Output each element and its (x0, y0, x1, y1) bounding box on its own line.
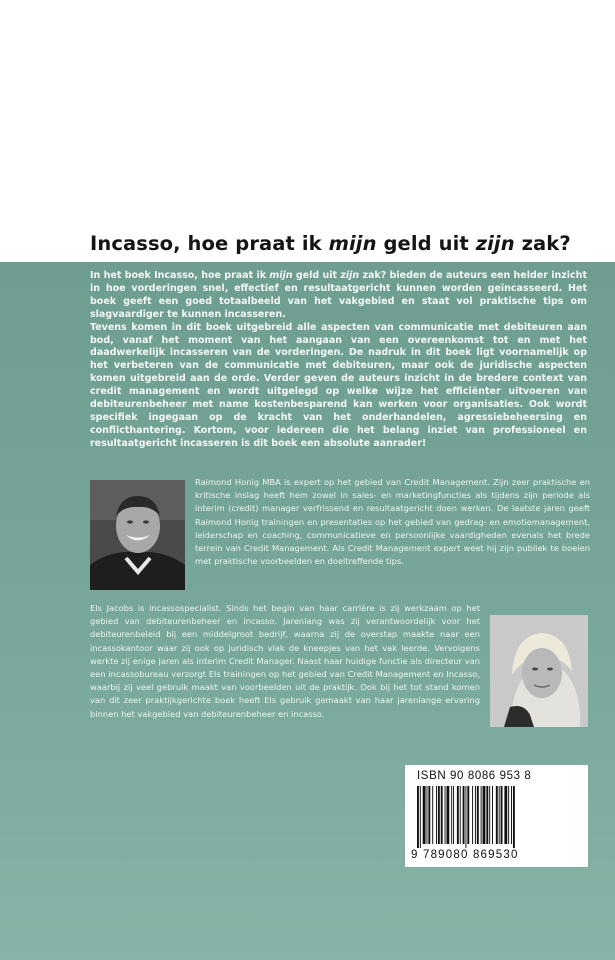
barcode-bar (489, 786, 490, 844)
barcode-bar (511, 786, 512, 844)
author-photo-els (490, 615, 588, 727)
barcode-bar (499, 786, 500, 844)
barcode-bar (438, 786, 440, 844)
barcode-bar (486, 786, 488, 844)
barcode-bar (441, 786, 443, 844)
author-bio-els: Els Jacobs is incassospecialist. Sinds het begin van haar carrière is zij werkzaam op het gebied van debiteurenbeheer en incasso. Jarenlang was zij verantwoordelijk voor het debiteurenbeleid bij een middelgroot bedrijf, waarna zij de overstap maakte naar een incassokantoor waar zij ook op juridisch vlak de kneepjes van het vak leerde. Vervolgens werkte zij enige jaren als interim Credit Manager. Naast haar huidige functie als directeur van een incassobureau verzorgt Els trainingen op het gebied van Credit Management en Incasso, waarbij zij veel gebruik maakt van voorbeelden uit de praktijk. Ook bij het tot stand komen van dit zeer praktijkgerichte boek heeft Els gebruik gemaakt van haar jarenlange ervaring binnen het vakgebied van debiteurenbeheer en incasso. (90, 603, 480, 719)
barcode-bar (496, 786, 498, 844)
barcode-bar (446, 786, 449, 844)
barcode-bar (451, 786, 452, 844)
barcode-bar (513, 786, 515, 848)
barcode-bar (460, 786, 461, 844)
barcode-bar (508, 786, 509, 844)
barcode-bar (483, 786, 486, 844)
author-bio-raimond: Raimond Honig MBA is expert op het gebied van Credit Management. Zijn zeer praktische en kritische inslag heeft hem zowel in sales- en marketingfuncties als tijdens zijn periode als interim (credit) manager verfrissend en resultaatgericht doen werken. De laatste jaren geeft Raimond Honig trainingen en presentaties op het gebied van gedrag- en emotiemanagement, leiderschap en coaching, communicatieve en persoonlijke vaardigheden evenals het brede terrein van Credit Management. Als Credit Management expert weet hij zijn publiek te boeien met praktische voorbeelden en doeltreffende tips. (195, 477, 590, 567)
barcode-icon (415, 786, 580, 848)
barcode-bar (477, 786, 479, 844)
barcode-bar (420, 786, 421, 848)
barcode-bar (457, 786, 459, 844)
barcode-bar (432, 786, 433, 844)
barcode-bar (501, 786, 503, 844)
barcode-bar (428, 786, 430, 844)
barcode-bar (475, 786, 476, 844)
ean-number: 9 789080 869530 (411, 849, 519, 861)
author-photo-raimond (90, 480, 185, 590)
isbn-label: ISBN 90 8086 953 8 (417, 770, 532, 782)
blurb-paragraph-2: Tevens komen in dit boek uitgebreid alle aspecten van communicatie met debiteuren aan bod, vanaf het moment van het aangaan van een overeenkomst tot en met het daadwerkelijk incasseren van de vorderingen. De nadruk in dit boek ligt voornamelijk op het verbeteren van de communicatie met debiteuren, maar ook de juridische aspecten komen uitgebreid aan de orde. Verder geven de auteurs inzicht in de bredere context van credit management en wordt uitgelegd op welke wijze het efficiënter uitvoeren van debiteurenbeheer met name kostenbesparend kan werken voor organisaties. Ook wordt specifiek ingegaan op de kracht van het onderhandelen, agressiebeheersing en conflicthantering. Kortom, voor iedereen die het belang inziet van professioneel en resultaatgericht incasseren is dit boek een absolute aanrader! (90, 321, 587, 449)
barcode-bar (504, 786, 507, 844)
barcode-bar (423, 786, 426, 844)
barcode-bar (436, 786, 437, 844)
barcode-bar (417, 786, 419, 848)
barcode-bar (492, 786, 493, 844)
barcode-bar (427, 786, 428, 844)
barcode-bar (481, 786, 482, 844)
book-title: Incasso, hoe praat ik mijn geld uit zijn zak? (90, 232, 571, 255)
barcode-bar (465, 786, 466, 848)
barcode-bar (453, 786, 454, 844)
blurb (90, 270, 587, 451)
barcode-panel (405, 765, 588, 867)
barcode-bar (472, 786, 473, 844)
barcode-bar (467, 786, 469, 844)
blurb-paragraph-1: In het boek Incasso, hoe praat ik mijn geld uit zijn zak? bieden de auteurs een helder inzicht in hoe vorderingen snel, effectief en resultaatgericht kunnen worden geïncasseerd. Het boek geeft een goed totaalbeeld van het vakgebied en staat vol praktische tips om slagvaardiger te kunnen incasseren. (90, 270, 587, 320)
barcode-bar (463, 786, 465, 844)
barcode-bar (445, 786, 446, 844)
